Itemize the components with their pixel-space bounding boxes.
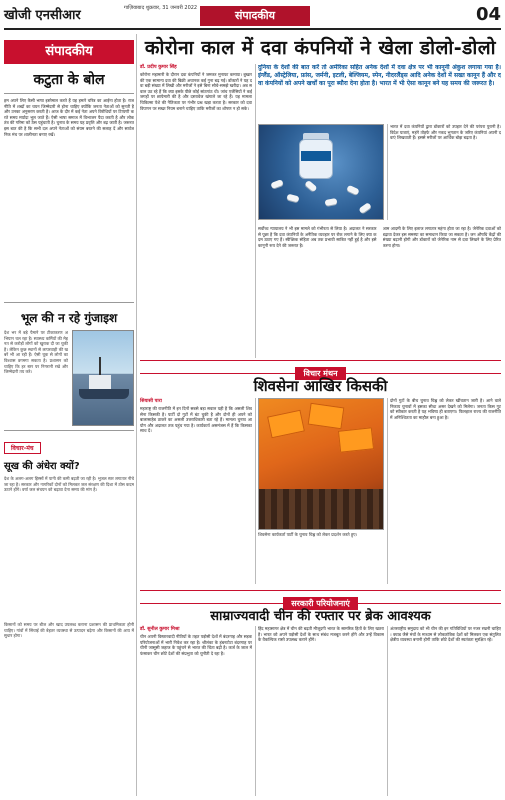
protest-photo-caption: शिवसेना कार्यकर्ता पार्टी के चुनाव चिह्न को लेकर प्रदर्शन करते हुए।: [258, 532, 358, 537]
main-article-text-5: आम आदमी के लिए इलाज लगातार महंगा होता जा रहा है। जेनेरिक दवाओं को बढ़ावा देकर इस समस्या का समाधान किया जा सकता है। जन औषधि केंद्रों की संख्या बढ़ानी होगी और डॉक्टरों को जेनेरिक नाम से दवा लिखने के लिए प्रेरित करना होगा।: [382, 226, 501, 248]
divider: [4, 93, 134, 94]
crowd-shape: [259, 489, 384, 530]
vichar-manthan-label: विचार मंथन: [295, 367, 345, 380]
china-headline: साम्राज्यवादी चीन की रफ्तार पर ब्रेक आवश्यक: [210, 609, 431, 624]
main-headline: कोरोना काल में दवा कंपनियों ने खेला डोलो-डोलो: [144, 37, 497, 59]
main-article-text-4: सर्वोच्च न्यायालय ने भी इस मामले को गंभीरता से लिया है। अदालत ने सरकार से पूछा है कि दवा कंपनियों के अनैतिक व्यवहार पर रोक लगाने के लिए क्या कदम उठाए गए हैं। स्वैच्छिक संहिता अब तक प्रभावी साबित नहीं हुई है और इसे कानूनी रूप देने की जरूरत है।: [258, 226, 377, 248]
main-article-col-3: [390, 124, 501, 220]
china-text-1: चीन अपनी विस्तारवादी नीतियों के तहत पड़ोसी देशों में बंदरगाह और सड़क परियोजनाओं में भारी निवेश कर रहा है। श्रीलंका के हंबनटोटा बंदरगाह पर चीनी जासूसी जहाज के पहुंचने से भारत की चिंता बढ़ी है। कर्ज के जाल में फंसाकर चीन छोटे देशों की संप्रभुता को चुनौती दे रहा है।: [140, 634, 252, 656]
main-article-lower: [258, 226, 501, 366]
china-col-3: [390, 626, 501, 796]
china-byline: डॉ. सुनील कुमार मिश्रा: [140, 627, 180, 632]
column-rule: [255, 398, 256, 584]
page-number: 04: [475, 4, 501, 25]
shivsena-text-3: दोनों गुटों के बीच चुनाव चिह्न को लेकर खींचतान जारी है। आने वाले निकाय चुनावों में इसका सीधा असर देखने को मिलेगा। जनता किस गुट को स्वीकार करती है यह भविष्य ही बताएगा। फिलहाल राज्य की राजनीति में अनिश्चितता का माहौल बना हुआ है।: [390, 398, 501, 420]
vichar-manch-tag: विचार-मंच: [4, 442, 41, 454]
pill-shape: [286, 194, 299, 203]
sarkari-pariyojana-banner: [140, 590, 501, 608]
brand-name: खोजी एनसीआर: [4, 8, 81, 23]
section-label: संपादकीय: [200, 6, 310, 26]
left-footer-text: किसानों को समय पर बीज और खाद उपलब्ध कराना प्रशासन की प्राथमिकता होनी चाहिए। गांवों में सिंचाई की बेहतर व्यवस्था से उत्पादन बढ़ेगा और किसानों की आय में सुधार होगा।: [4, 622, 134, 639]
column-rule: [387, 626, 388, 796]
medicine-photo: [258, 124, 384, 220]
flag-shape: [338, 427, 374, 452]
vichar-manthan-banner: [140, 360, 501, 378]
main-article-text-1: कोरोना महामारी के दौरान दवा कंपनियों ने जमकर मुनाफा कमाया। बुखार की एक सामान्य दवा की बिक्री अचानक कई गुना बढ़ गई। डॉक्टरों ने यह दवा बड़ी संख्या में लिखी और मरीजों ने इसे बिना सोचे-समझे खरीदा। अब सवाल उठ रहे हैं कि क्या इसके पीछे कोई सांठगांठ थी। जांच एजेंसियों ने कई जगहों पर छापेमारी की है और दस्तावेज खंगाले जा रहे हैं। यह मामला चिकित्सा पेशे की नैतिकता पर गंभीर प्रश्न खड़ा करता है। सरकार को दवा विपणन पर सख्त नियम बनाने चाहिए ताकि मरीजों का शोषण न हो सके।: [140, 72, 252, 111]
shivsena-byline: सियासी पारा: [140, 399, 162, 404]
third-editorial-text: देश के अलग-अलग हिस्सों में पानी की कमी बढ़ती जा रही है। भूजल स्तर लगातार नीचे जा रहा है। सरकार और नागरिकों दोनों को मिलकर जल संरक्षण की दिशा में ठोस कदम उठाने होंगे। वर्षा जल संचयन को बढ़ावा देना समय की मांग है।: [4, 476, 134, 493]
pill-shape: [346, 185, 359, 196]
china-text-3: अंतरराष्ट्रीय समुदाय को भी चीन की इन गतिविधियों पर नजर रखनी चाहिए। क्वाड जैसे मंचों के माध्यम से लोकतांत्रिक देशों को मिलकर एक संतुलित क्षेत्रीय व्यवस्था बनानी होगी ताकि छोटे देशों की स्वतंत्रता सुरक्षित रहे।: [390, 626, 501, 643]
main-pull-quote: दुनिया के देशों की बात करें तो अमेरिका सहित अनेक देशों में दवा क्षेत्र पर भी कानूनी अंकुश लगाया गया है। इंग्लैंड, ऑस्ट्रेलिया, फ्रांस, जर्मनी, इटली, बेल्जियम, स्पेन, नीदरलैंड्स आदि अनेक देशों में सख्त कानून हैं और दवा कंपनियों को अपने खर्चों का पूरा ब्यौरा देना होता है। भारत में भी ऐसा कानून बने यह समय की जरूरत है।: [258, 64, 501, 87]
main-article-header: [140, 34, 501, 60]
shivsena-col-1: [140, 398, 252, 598]
pill-shape: [304, 180, 317, 192]
shivsena-col-3: [390, 398, 501, 584]
column-rule: [255, 64, 256, 358]
column-rule: [255, 626, 256, 796]
masthead: [4, 3, 501, 30]
pill-shape: [270, 179, 283, 189]
lead-editorial-text: हम अपने लिए कैसी भाषा इस्तेमाल करते हैं यह हमारे चरित्र का आईना होता है। राजनीति में शब्दों का चयन जिम्मेदारी से होना चाहिए क्योंकि जनता नेताओं को सुनती है और उनका अनुसरण करती है। आज के दौर में कई नेता अपने विरोधियों पर टिप्पणी करते समय मर्यादा भूल जाते हैं। ऐसी भाषा समाज में विभाजन पैदा करती है और लोकतंत्र की गरिमा को ठेस पहुंचाती है। चुनाव के समय यह प्रवृत्ति और बढ़ जाती है। जरूरत इस बात की है कि सभी दल अपने नेताओं को संयम बरतने की सलाह दें और सार्वजनिक मंच पर शालीनता बनाए रखें।: [4, 98, 134, 137]
dateline: गाज़ियाबाद शुक्रवार, 31 जनवरी 2022: [124, 5, 198, 11]
divider: [4, 302, 134, 303]
flag-shape: [267, 410, 305, 439]
column-rule: [387, 124, 388, 220]
left-column: [4, 40, 134, 620]
column-rule: [136, 34, 137, 796]
sarkari-pariyojana-label: सरकारी परियोजनाएं: [283, 597, 358, 610]
ship-hull-shape: [79, 389, 129, 399]
ship-mast-shape: [99, 357, 101, 375]
flag-shape: [308, 403, 345, 430]
second-editorial-text: देश भर में बड़े पैमाने पर टीकाकरण अभियान चल रहा है। स्वास्थ्य कर्मियों की मेहनत से करोड़ों लोगों को खुराक दी जा चुकी है। लेकिन कुछ स्थानों से लापरवाही की खबरें भी आ रही हैं। ऐसी चूक से लोगों का विश्वास डगमगा सकता है। प्रशासन को चाहिए कि हर स्तर पर निगरानी रखे और जिम्मेदारी तय करे।: [4, 330, 68, 375]
ship-deck-shape: [89, 375, 111, 389]
china-col-2: [258, 626, 384, 796]
column-rule: [387, 398, 388, 584]
china-col-1: [140, 626, 252, 796]
editorial-tag: संपादकीय: [4, 40, 134, 64]
lead-editorial-title: कटुता के बोल: [33, 72, 105, 88]
ship-photo: [72, 330, 134, 426]
main-article-text-3: भारत में दवा कंपनियों द्वारा डॉक्टरों को उपहार देने की परंपरा पुरानी है। विदेश यात्राएं, महंगे तोहफे और नकद भुगतान के जरिए कंपनियां अपनी दवाएं लिखवाती हैं। इससे मरीजों पर आर्थिक बोझ बढ़ता है।: [390, 124, 501, 141]
shivsena-headline: शिवसेना आखिर किसकी: [253, 377, 388, 395]
vial-label-shape: [301, 151, 331, 161]
pill-shape: [358, 202, 371, 214]
china-text-2: हिंद महासागर क्षेत्र में चीन की बढ़ती मौजूदगी भारत के सामरिक हितों के लिए खतरा है। भारत को अपने पड़ोसी देशों के साथ संबंध मजबूत करने होंगे और उन्हें विकास के वैकल्पिक रास्ते उपलब्ध कराने होंगे।: [258, 626, 384, 643]
main-article-col-1: [140, 64, 252, 364]
divider: [4, 430, 134, 431]
pill-shape: [325, 198, 338, 206]
main-byline: डॉ. प्रदीप कुमार सिंह: [140, 65, 177, 70]
third-editorial-title: सूख की अंधेरा क्यों?: [4, 461, 80, 472]
second-editorial-title: भूल की न रहे गुंजाइश: [20, 311, 118, 325]
shivsena-text-1: महाराष्ट्र की राजनीति में इन दिनों सबसे बड़ा सवाल यही है कि असली शिवसेना किसकी है। पार्टी दो गुटों में बंट चुकी है और दोनों ही अपने को बालासाहेब ठाकरे का असली उत्तराधिकारी बता रहे हैं। मामला चुनाव आयोग और अदालत तक पहुंच गया है। कार्यकर्ता असमंजस में हैं कि किसका साथ दें।: [140, 406, 252, 434]
protest-photo: [258, 398, 384, 530]
left-footer-column: [4, 622, 134, 796]
